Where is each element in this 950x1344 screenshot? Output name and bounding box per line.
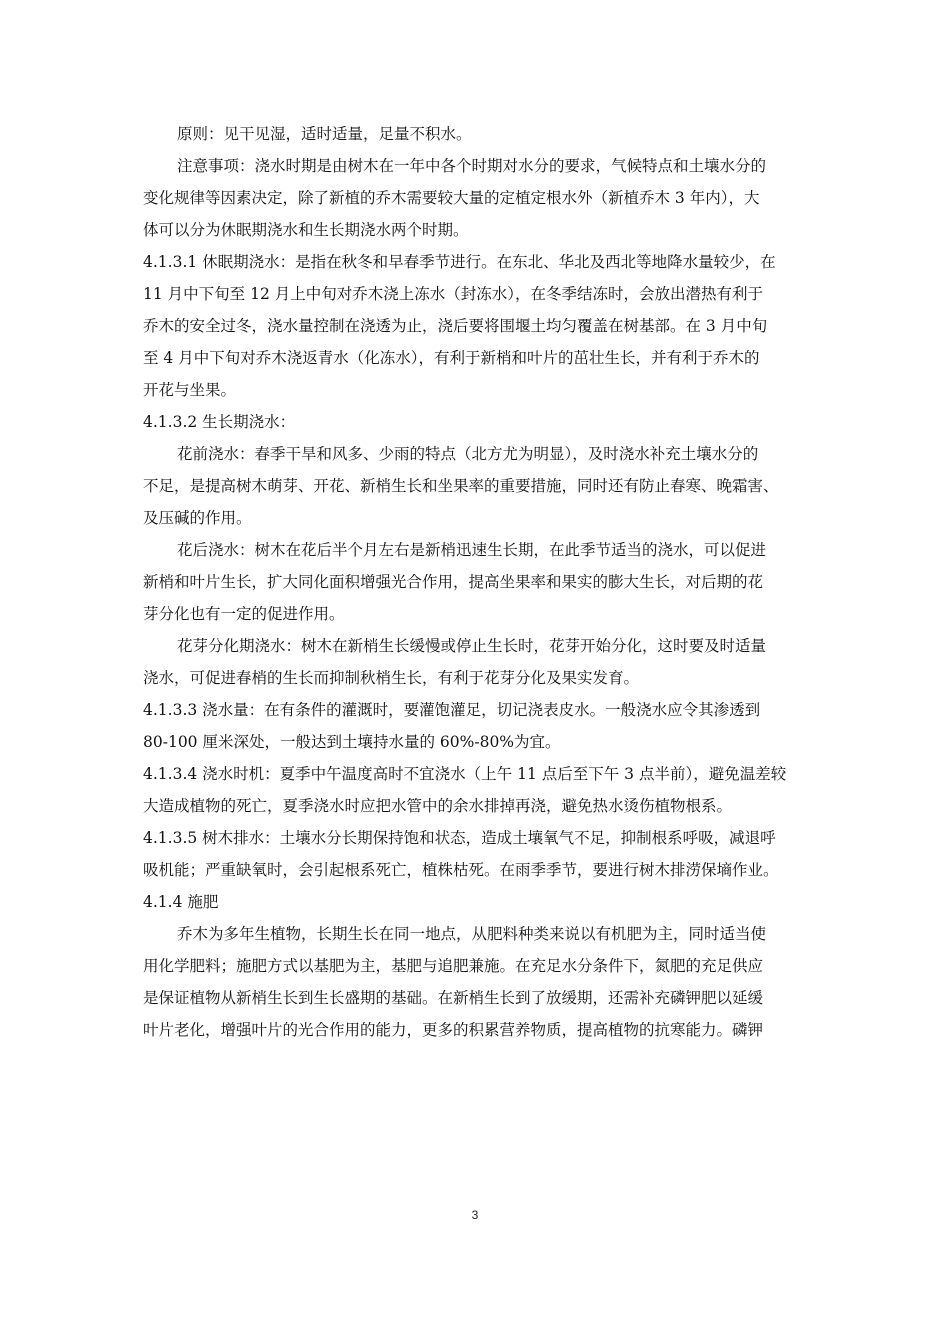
- text-line: 11 月中下旬至 12 月上中旬对乔木浇上冻水（封冻水），在冬季结冻时，会放出潜热有利于: [143, 285, 763, 303]
- text-line: 芽分化也有一定的促进作用。: [143, 605, 345, 623]
- text-line: 花芽分化期浇水：树木在新梢生长缓慢或停止生长时，花芽开始分化，这时要及时适量: [177, 637, 767, 655]
- text-line: 乔木为多年生植物，长期生长在同一地点，从肥料种类来说以有机肥为主，同时适当使: [177, 925, 767, 943]
- text-line: 用化学肥料；施肥方式以基肥为主，基肥与追肥兼施。在充足水分条件下，氮肥的充足供应: [143, 957, 764, 975]
- text-line: 花后浇水：树木在花后半个月左右是新梢迅速生长期，在此季节适当的浇水，可以促进: [177, 541, 767, 559]
- text-line: 4.1.4 施肥: [143, 893, 219, 911]
- text-line: 4.1.3.5 树木排水：土壤水分长期保持饱和状态，造成土壤氧气不足，抑制根系呼吸，减退呼: [143, 829, 776, 847]
- text-line: 4.1.3.4 浇水时机：夏季中午温度高时不宜浇水（上午 11 点后至下午 3 点半前），避免温差较: [143, 765, 787, 783]
- text-line: 及压碱的作用。: [143, 509, 252, 527]
- text-line: 4.1.3.2 生长期浇水：: [143, 413, 296, 431]
- text-line: 叶片老化，增强叶片的光合作用的能力，更多的积累营养物质，提高植物的抗寒能力。磷钾: [143, 1021, 764, 1039]
- text-line: 不足，是提高树木萌芽、开花、新梢生长和坐果率的重要措施，同时还有防止春寒、晚霜害、: [143, 477, 779, 495]
- document-body: [143, 118, 809, 1046]
- page-number: 3: [471, 1208, 479, 1222]
- text-line: 乔木的安全过冬，浇水量控制在浇透为止，浇后要将围堰土均匀覆盖在树基部。在 3 月中旬: [143, 317, 768, 335]
- text-line: 是保证植物从新梢生长到生长盛期的基础。在新梢生长到了放缓期，还需补充磷钾肥以延缓: [143, 989, 764, 1007]
- text-line: 体可以分为休眠期浇水和生长期浇水两个时期。: [143, 221, 469, 239]
- text-line: 浇水，可促进春梢的生长而抑制秋梢生长，有利于花芽分化及果实发育。: [143, 669, 640, 687]
- text-line: 大造成植物的死亡，夏季浇水时应把水管中的余水排掉再浇，避免热水烫伤植物根系。: [143, 797, 733, 815]
- text-line: 变化规律等因素决定，除了新植的乔木需要较大量的定植定根水外（新植乔木 3 年内），大: [143, 189, 760, 207]
- text-line: 4.1.3.3 浇水量：在有条件的灌溉时，要灌饱灌足，切记浇表皮水。一般浇水应令其渗透到: [143, 701, 761, 719]
- text-line: 开花与坐果。: [143, 381, 237, 399]
- text-line: 花前浇水：春季干旱和风多、少雨的特点（北方尤为明显），及时浇水补充土壤水分的: [177, 445, 759, 463]
- text-line: 新梢和叶片生长，扩大同化面积增强光合作用，提高坐果率和果实的膨大生长，对后期的花: [143, 573, 764, 591]
- text-line: 注意事项：浇水时期是由树木在一年中各个时期对水分的要求，气候特点和土壤水分的: [177, 157, 767, 175]
- text-line: 80-100 厘米深处，一般达到土壤持水量的 60%-80%为宜。: [143, 733, 561, 751]
- text-line: 4.1.3.1 休眠期浇水：是指在秋冬和早春季节进行。在东北、华北及西北等地降水量较少，在: [143, 253, 776, 271]
- text-line: 至 4 月中下旬对乔木浇返青水（化冻水），有利于新梢和叶片的茁壮生长，并有利于乔木的: [143, 349, 760, 367]
- text-line: 原则：见干见湿，适时适量，足量不积水。: [177, 125, 472, 143]
- text-line: 吸机能；严重缺氧时，会引起根系死亡，植株枯死。在雨季季节，要进行树木排涝保墒作业。: [143, 861, 779, 879]
